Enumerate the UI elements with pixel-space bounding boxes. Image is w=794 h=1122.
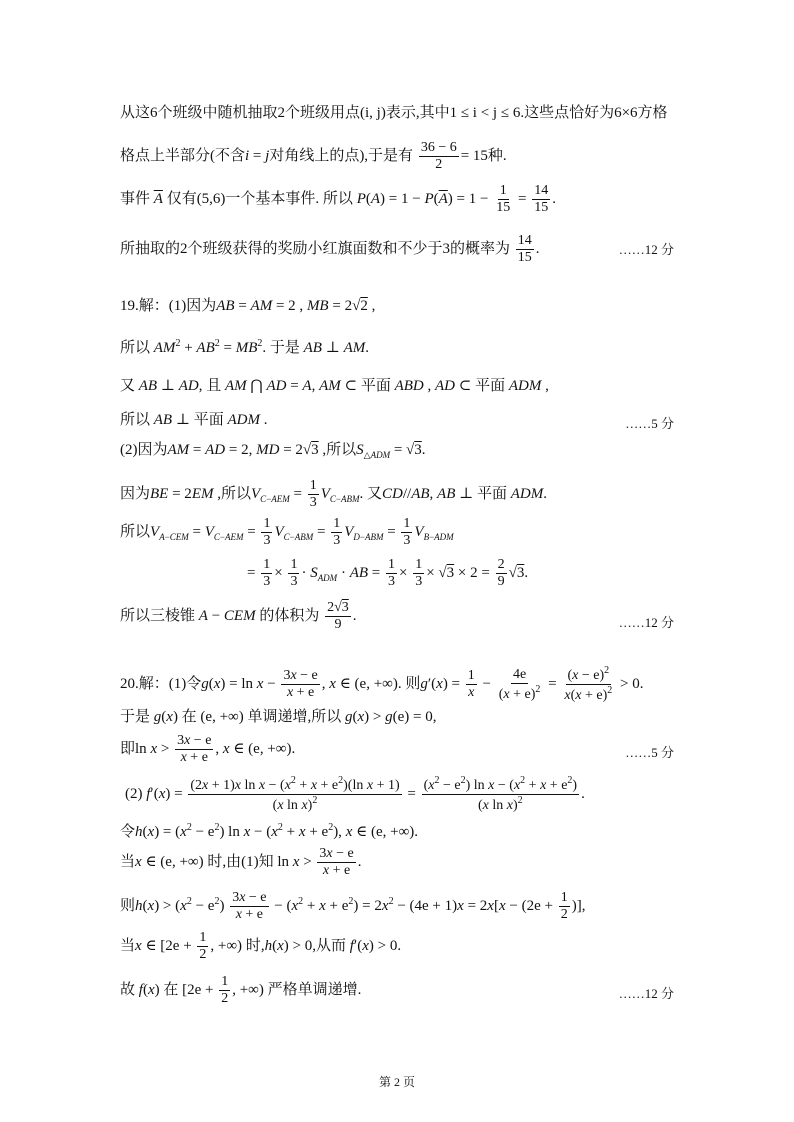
formula-fraction: $\frac{1}{3}$ <box>403 516 411 549</box>
q20-line-6: 当x ∈ (e, +∞) 时,由(1)知 ln x > $\frac{3x - e}{x + e}$ . <box>120 846 362 879</box>
text-seg: 且 <box>206 378 222 394</box>
formula-fraction: $\frac{1}{2}$ <box>560 890 568 923</box>
text-seg: ,从而 <box>312 938 346 955</box>
q19-line-4: 所以 AB ⊥ 平面 ADM . <box>120 412 268 428</box>
text-seg: 严格单调递增. <box>267 982 362 999</box>
text-seg: 又 <box>120 378 136 394</box>
q20-line-8: 当x ∈ [2e + $\frac{1}{2}$ , +∞) 时,h(x) > 0,从而 f′(x) > 0. <box>120 930 402 963</box>
score-mark: ……5 分 <box>625 416 674 431</box>
formula-fraction: $\frac{3x - e}{x + e}$ <box>177 733 212 766</box>
q20-line-5: 令$h(x) = (x^2 - e^2)$ $\ln x - (x^2 + x + e^2)$, x ∈ (e, +∞). <box>120 822 419 840</box>
formula-fraction: $\frac{1}{3}$ <box>333 516 341 549</box>
q20-line-9: 故 f(x) 在 [2e + $\frac{1}{2}$ , +∞) 严格单调递增. <box>120 974 362 1007</box>
formula-fraction: $\frac{(x^2 - e^2) \ln x - (x^2 + x + e^2)}{(x \ln x)^2}$ <box>423 775 578 814</box>
formula-fraction: $\frac{1}{3}$ <box>309 478 317 511</box>
formula-fraction: $\frac{2√3}{9}$ <box>327 600 349 633</box>
formula-fraction: $\frac{1}{2}$ <box>199 930 207 963</box>
text-seg: 当 <box>120 938 136 955</box>
q19-line-7: = $\frac{1}{3}$ × $\frac{1}{3}$ · $S_{ADM}$ · AB = $\frac{1}{3}$ × $\frac{1}{3}$ × √3 × 2 = $\frac{2}{9}$ √3. <box>247 557 529 590</box>
formula-fraction: $\frac{3x - e}{x + e}$ <box>319 846 354 879</box>
text-seg: 对角线上的点),于是有 <box>269 148 414 165</box>
formula-fraction: $\frac{4e}{(x + e)^2}$ <box>498 666 541 702</box>
score-mark: ……12 分 <box>618 242 674 257</box>
q19-line-8: 所以三棱锥 A − CEM 的体积为 $\frac{2√3}{9}$ . <box>120 600 357 633</box>
text-seg: 所以 <box>120 524 151 541</box>
text-seg: (2)因为 <box>120 442 168 458</box>
text-line-2: 格点上半部分(不含i = j对角线上的点),于是有 $\frac{36 - 6}{2}$ = 15种. <box>120 140 507 173</box>
q20-line-2: 于是 g(x) 在 (e, +∞) 单调递增,所以 g(x) > g(e) = 0, <box>120 709 437 725</box>
text-seg: 当 <box>120 854 136 871</box>
text-seg: 所以 <box>220 486 251 503</box>
formula-fraction: $\frac{1}{15}$ <box>496 183 511 216</box>
text-seg: 20.解：(1)令 <box>120 676 202 693</box>
formula-fraction: $\frac{1}{3}$ <box>263 516 271 549</box>
text-line-1: 从这6个班级中随机抽取2个班级用点(i, j)表示,其中1 ≤ i < j ≤ 6.这些点恰好为6×6方格 <box>120 105 668 121</box>
text-seg: 所以 <box>120 340 151 356</box>
text-seg: 事件 <box>120 191 151 208</box>
text-seg: 时,由(1)知 <box>207 854 274 871</box>
text-seg: 所以 <box>326 442 357 458</box>
formula-fraction: $\frac{1}{3}$ <box>387 557 395 590</box>
text-seg: 则 <box>405 676 421 693</box>
score-mark: ……5 分 <box>625 745 674 760</box>
q20-line-3: 即ln x > $\frac{3x - e}{x + e}$ , x ∈ (e, +∞). <box>120 733 296 766</box>
text-seg: 又 <box>367 486 383 503</box>
q19-line-3: 又 AB ⊥ AD, 且 AM ⋂ AD = A, AM ⊂ 平面 ABD , AD ⊂ 平面 ADM , <box>120 378 549 394</box>
text-seg: = 15种. <box>460 148 507 165</box>
text-seg: 即 <box>120 741 136 758</box>
text-seg: 故 <box>120 982 136 999</box>
score-mark: ……12 分 <box>618 986 674 1001</box>
formula-fraction: $\frac{(2x + 1)x \ln x - (x^2 + x + e^2)(\ln x + 1)}{(x \ln x)^2}$ <box>190 775 400 814</box>
text-line-3: 事件 $\overline{A}$ 仅有(5,6)一个基本事件. 所以 $P(A) = 1 - P(\overline{A}) = 1$ − $\frac{1}{15}$ = $\frac{14}{15}$ . <box>120 183 556 216</box>
page-number: 第 2 页 <box>378 1075 415 1089</box>
q20-line-7: 则$h(x) > (x^2 - e^2)$ $\frac{3x - e}{x + e}$ − $(x^2 + x + e^2) = 2x^2 - (4e + 1)x = 2x[x - (2e$ + $\frac{1}{2}$ )], <box>120 890 586 923</box>
text-seg: 于是 <box>269 340 300 356</box>
text-seg: 的体积为 <box>259 608 320 625</box>
text-line-4: 所抽取的2个班级获得的奖励小红旗面数和不少于3的概率为 $\frac{14}{15}$ . <box>120 233 540 266</box>
q20-line-4: (2) f′(x) = $\frac{(2x + 1)x \ln x - (x^2 + x + e^2)(\ln x + 1)}{(x \ln x)^2}$ = $\frac{(x^2 - e^2) \ln x - (x^2 + x + e^2)}{(x \ln x)^2}$ . <box>125 775 585 814</box>
text-seg: 仅有(5,6)一个基本事件. 所以 <box>166 191 353 208</box>
text-seg: 令 <box>120 824 136 840</box>
q19-line-1: 19.解：(1)因为AB = AM = 2 , MB = 2√2 , <box>120 298 376 314</box>
text-seg: 因为 <box>120 486 151 503</box>
formula-fraction: $\frac{14}{15}$ <box>534 183 549 216</box>
formula-fraction: $\frac{3x - e}{x + e}$ <box>232 890 267 923</box>
text-seg: 单调递增,所以 <box>247 709 342 725</box>
q20-line-1: 20.解：(1)令g(x) = ln x − $\frac{3x - e}{x + e}$ , x ∈ (e, +∞). 则g′(x) = $\frac{1}{x}$ − $\frac{4e}{(x + e)^2}$ = $\frac{(x - e)^2}{x(x + e)^2}$ > 0. <box>120 665 644 704</box>
q19-part2-line: (2)因为AM = AD = 2, MD = 2√3 ,所以$S_{\triangle ADM} = √3$. <box>120 442 426 460</box>
text-seg: 于是 <box>120 709 151 725</box>
q19-line-2: 所以 $AM^2 + AB^2 = MB^2$. 于是 AB ⊥ AM. <box>120 338 369 356</box>
text-seg: 19.解：(1)因为 <box>120 298 217 314</box>
q19-line-6: 所以$V_{A-CEM} = V_{C-AEM}$ = $\frac{1}{3}$ $V_{C-ABM}$ = $\frac{1}{3}$ $V_{D-ABM}$ = $\frac{1}{3}$ $V_{B-ADM}$ <box>120 516 454 549</box>
formula-fraction: $\frac{3x - e}{x + e}$ <box>283 668 318 701</box>
formula-fraction: $\frac{14}{15}$ <box>517 233 532 266</box>
text-seg: 所以三棱锥 <box>120 608 196 625</box>
formula-fraction: $\frac{1}{3}$ <box>263 557 271 590</box>
formula-fraction: $\frac{(x - e)^2}{x(x + e)^2}$ <box>564 665 613 704</box>
text-seg: 格点上半部分(不含 <box>120 148 245 165</box>
formula-fraction: $\frac{1}{3}$ <box>290 557 298 590</box>
formula-fraction: $\frac{2}{9}$ <box>497 557 505 590</box>
formula-fraction: $\frac{1}{x}$ <box>467 668 475 701</box>
formula-fraction: $\frac{1}{2}$ <box>221 974 229 1007</box>
text-seg: 时, <box>245 938 265 955</box>
score-mark: ……12 分 <box>618 615 674 630</box>
text-seg: 所以 <box>120 412 151 428</box>
text-seg: 所抽取的2个班级获得的奖励小红旗面数和不少于3的概率为 <box>120 241 511 258</box>
q19-line-5: 因为BE = 2EM ,所以$V_{C-AEM}$ = $\frac{1}{3}$ $V_{C-ABM}$. 又CD//AB, AB ⊥ 平面 ADM. <box>120 478 547 511</box>
formula-fraction: $\frac{36 - 6}{2}$ <box>420 140 457 173</box>
text-seg: 平面 <box>475 378 506 394</box>
text-seg: 则 <box>120 898 136 915</box>
formula-fraction: $\frac{1}{3}$ <box>415 557 423 590</box>
